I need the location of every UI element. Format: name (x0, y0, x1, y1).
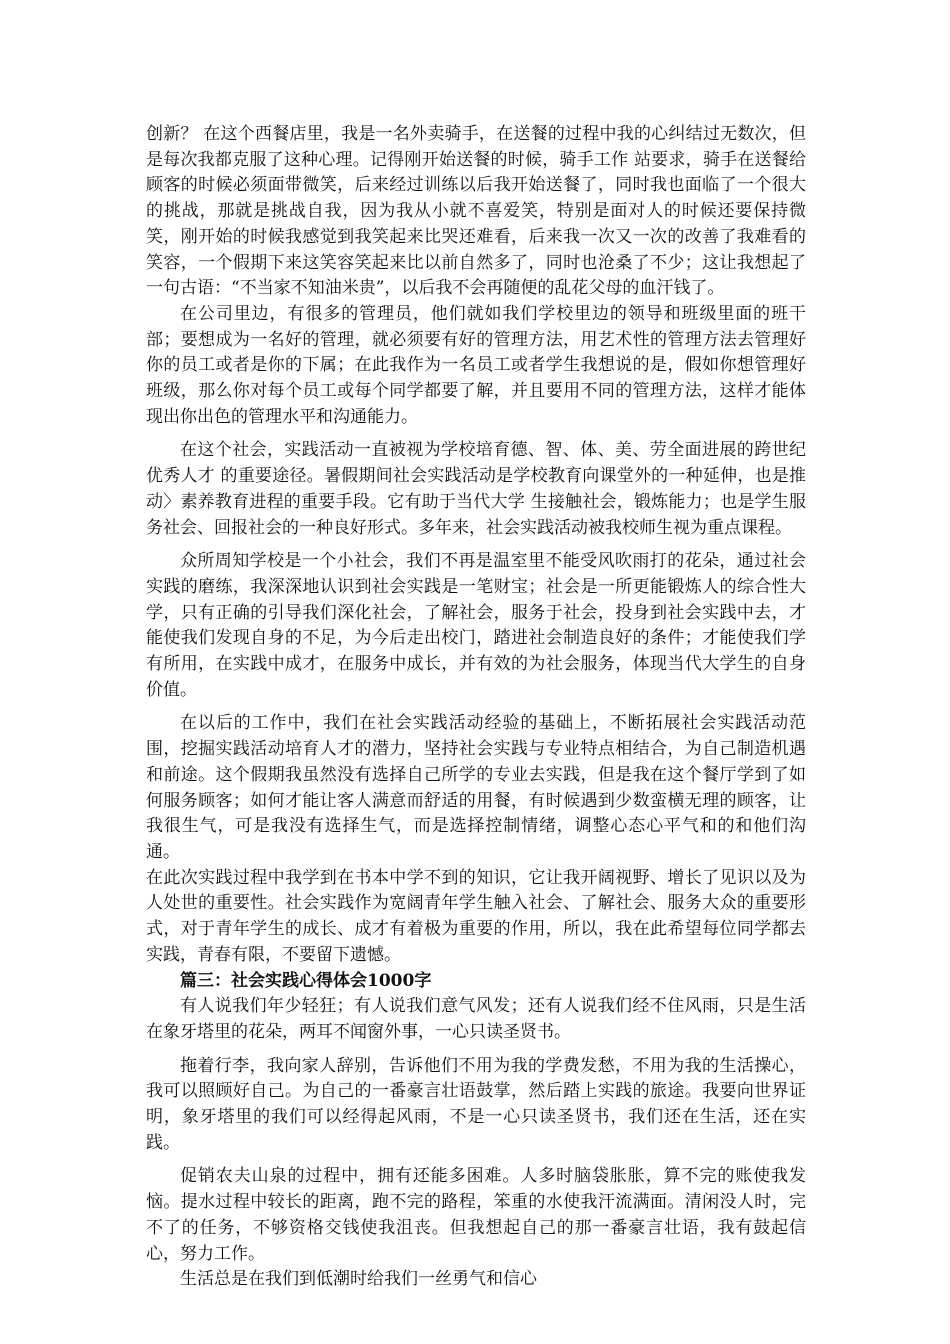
document-page (146, 122, 806, 1293)
paragraph-2: 在公司里边，有很多的管理员，他们就如我们学校里边的领导和班级里面的班干部；要想成为一名好的管理，就必须要有好的管理方法，用艺术性的管理方法去管理好你的员工或者是你的下属；在此我作为一名员工或者学生我想说的是，假如你想管理好班级，那么你对每个员工或每个同学都要了解，并且要用不同的管理方法，这样才能体现出你出色的管理水平和沟通能力。 (146, 303, 806, 427)
paragraph-7: 有人说我们年少轻狂；有人说我们意气风发；还有人说我们经不住风雨，只是生活在象牙塔里的花朵，两耳不闻窗外事，一心只读圣贤书。 (146, 996, 806, 1042)
paragraph-10: 生活总是在我们到低潮时给我们一丝勇气和信心 (180, 1269, 537, 1290)
paragraph-1: 创新？ 在这个西餐店里，我是一名外卖骑手，在送餐的过程中我的心纠结过无数次，但是每次我都克服了这种心理。记得刚开始送餐的时候，骑手工作 站要求，骑手在送餐给顾客的时候必须面带微笑，后来经过训练以后我开始送餐了，同时我也面临了一个很大的挑战，那就是挑战自我，因为我从小就不喜爱笑，特别是面对人的时候还要保持微笑，刚开始的时候我感觉到我笑起来比哭还难看，后来我一次又一次的改善了我难看的笑容，一个假期下来这笑容笑起来比以前自然多了，同时也沧桑了不少；这让我想起了一句古语：“不当家不知油米贵”，以后我不会再随便的乱花父母的血汗钱了。 (146, 124, 806, 299)
paragraph-6: 在此次实践过程中我学到在书本中学不到的知识，它让我开阔视野、增长了见识以及为人处世的重要性。社会实践作为宽阔青年学生触入社会、了解社会、服务大众的重要形式，对于青年学生的成长、成才有着极为重要的作用，所以，我在此希望每位同学都去实践，青春有限，不要留下遗憾。 (146, 867, 806, 965)
paragraph-4: 众所周知学校是一个小社会，我们不再是温室里不能受风吹雨打的花朵，通过社会实践的磨练，我深深地认识到社会实践是一笔财宝；社会是一所更能锻炼人的综合性大学，只有正确的引导我们深化社会，了解社会，服务于社会，投身到社会实践中去，才能使我们发现自身的不足，为今后走出校门，踏进社会制造良好的条件；才能使我们学有所用，在实践中成才，在服务中成长，并有效的为社会服务，体现当代大学生的自身价值。 (146, 551, 806, 700)
paragraph-8: 拖着行李，我向家人辞别，告诉他们不用为我的学费发愁，不用为我的生活操心，我可以照顾好自己。为自己的一番豪言壮语鼓掌，然后踏上实践的旅途。我要向世界证明，象牙塔里的我们可以经得起风雨，不是一心只读圣贤书，我们还在生活，还在实践。 (146, 1055, 806, 1153)
paragraph-3: 在这个社会，实践活动一直被视为学校培育德、智、体、美、劳全面进展的跨世纪优秀人才 的重要途径。暑假期间社会实践活动是学校教育向课堂外的一种延伸，也是推动〉素养教育进程的重要手段。它有助于当代大学 生接触社会，锻炼能力；也是学生服务社会、回报社会的一种良好形式。多年来，社会实践活动被我校师生视为重点课程。 (146, 440, 806, 538)
section-heading: 篇三：社会实践心得体会1000字 (180, 970, 432, 991)
paragraph-9: 促销农夫山泉的过程中，拥有还能多困难。人多时脑袋胀胀，算不完的账使我发恼。提水过程中较长的距离，跑不完的路程，笨重的水使我汗流满面。清闲没人时，完不了的任务，不够资格交钱使我沮丧。但我想起自己的那一番豪言壮语，我有鼓起信心，努力工作。 (146, 1166, 806, 1264)
paragraph-5: 在以后的工作中，我们在社会实践活动经验的基础上，不断拓展社会实践活动范围，挖掘实践活动培育人才的潜力，坚持社会实践与专业特点相结合，为自己制造机遇和前途。这个假期我虽然没有选择自己所学的专业去实践，但是我在这个餐厅学到了如何服务顾客；如何才能让客人满意而舒适的用餐，有时候遇到少数蛮横无理的顾客，让我很生气，可是我没有选择生气，而是选择控制情绪，调整心态心平气和的和他们沟通。 (146, 713, 806, 862)
